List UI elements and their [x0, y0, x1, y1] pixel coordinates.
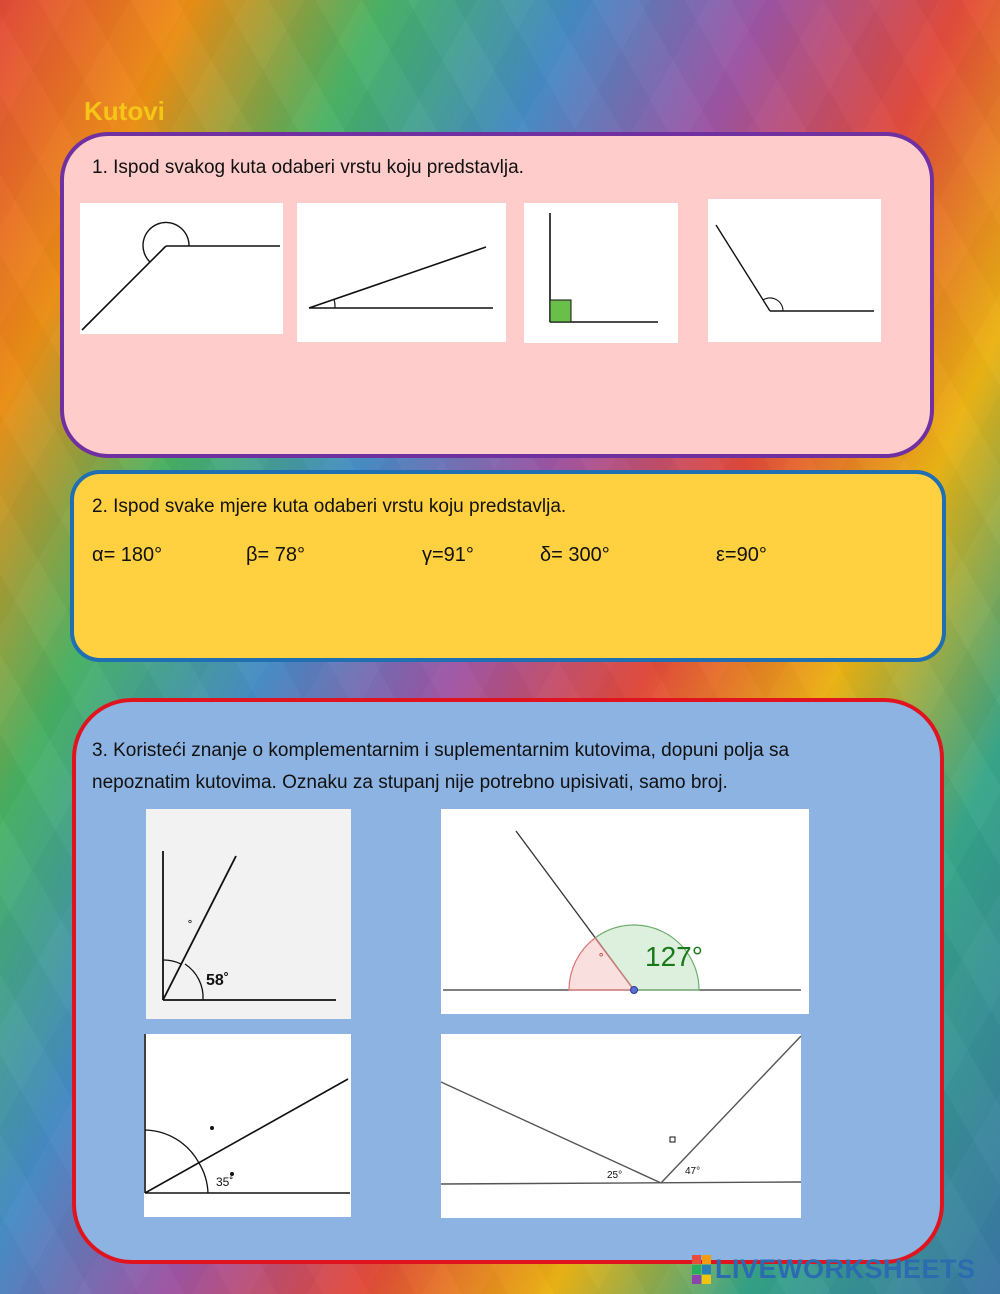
section-1-instruction: 1. Ispod svakog kuta odaberi vrstu koju predstavlja. — [92, 157, 524, 178]
unknown-angle-mark-a: ˚ — [188, 918, 193, 934]
liveworksheets-logo-icon — [692, 1255, 711, 1284]
supplementary-angle-figure-127 — [441, 809, 809, 1014]
angle-label-25: 25° — [607, 1170, 623, 1181]
obtuse-reflex-angle-figure — [80, 203, 283, 334]
acute-angle-figure — [297, 203, 506, 342]
page-title: Kutovi — [84, 96, 165, 126]
right-angle-figure — [524, 203, 678, 343]
supplementary-three-angle-figure — [441, 1034, 801, 1218]
complementary-angle-figure-58 — [146, 809, 351, 1019]
measure-epsilon: ε=90° — [716, 544, 767, 566]
measure-gamma: γ=91° — [422, 544, 474, 566]
section-3-instruction-line-2: nepoznatim kutovima. Oznaku za stupanj nije potrebno upisivati, samo broj. — [92, 772, 728, 793]
measure-beta: β= 78° — [246, 544, 305, 566]
angle-label-127: 127° — [645, 941, 703, 972]
angle-label-35: 35˚ — [216, 1175, 234, 1189]
angle-label-58: 58˚ — [206, 972, 230, 989]
measure-delta: δ= 300° — [540, 544, 610, 566]
unknown-angle-mark-b: ˚ — [599, 952, 604, 969]
section-3-instruction-line-1: 3. Koristeći znanje o komplementarnim i suplementarnim kutovima, dopuni polja sa — [92, 740, 790, 761]
obtuse-angle-figure — [708, 199, 881, 342]
liveworksheets-brand — [692, 1254, 976, 1285]
liveworksheets-logo-text: LIVEWORKSHEETS — [715, 1254, 976, 1284]
angle-label-47: 47° — [685, 1166, 701, 1177]
measure-alpha: α= 180° — [92, 544, 163, 566]
section-2-instruction: 2. Ispod svake mjere kuta odaberi vrstu koju predstavlja. — [92, 496, 567, 517]
complementary-angle-figure-35 — [144, 1034, 351, 1217]
